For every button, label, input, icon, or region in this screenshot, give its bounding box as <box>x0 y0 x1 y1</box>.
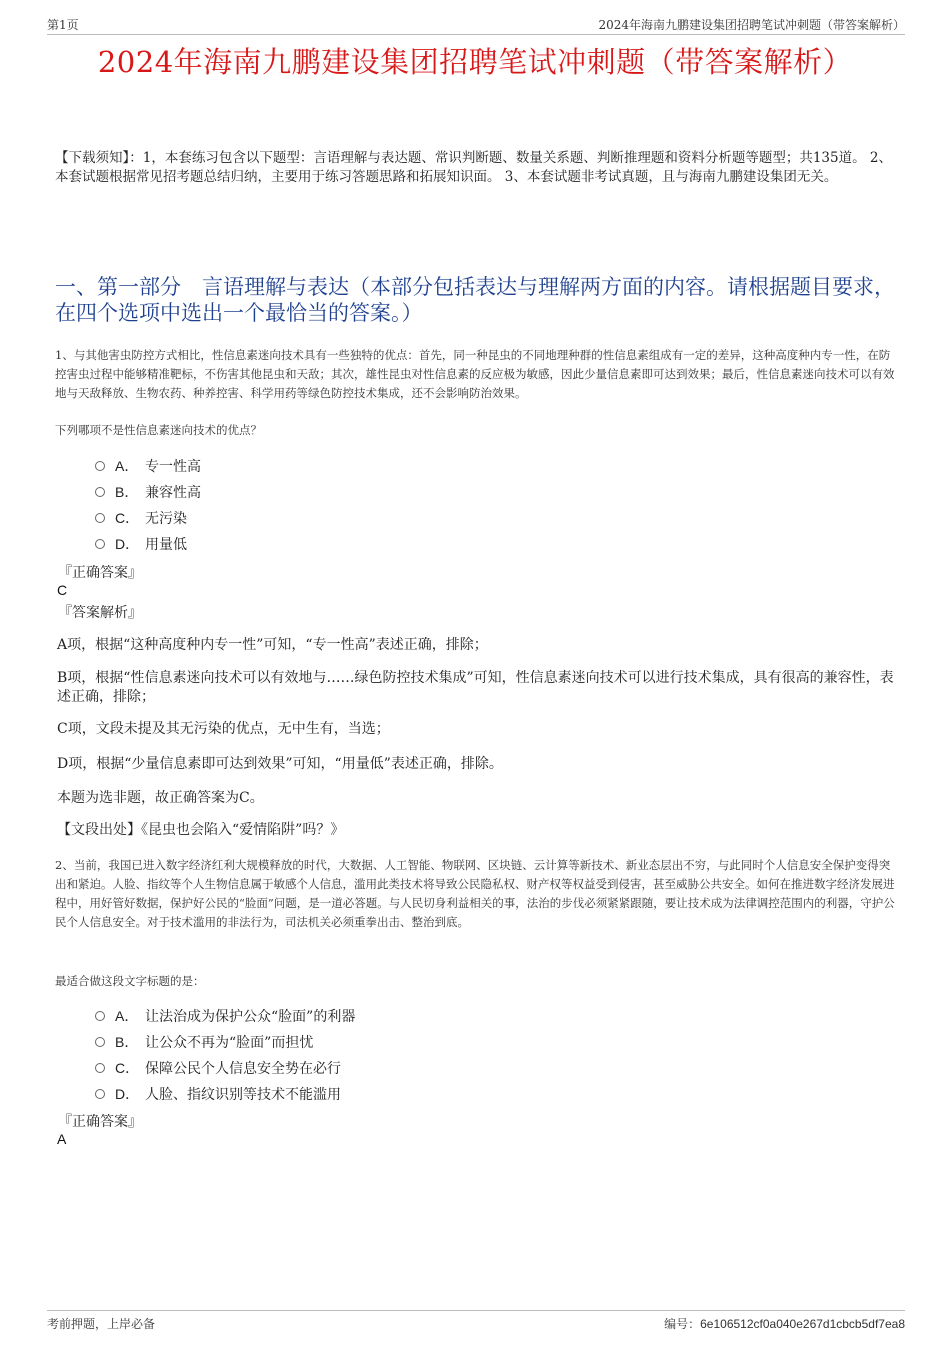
radio-icon[interactable] <box>95 1089 105 1099</box>
q1-analysis-line: B项，根据“性信息素迷向技术可以有效地与……绿色防控技术集成”可知，性信息素迷向技术可以进行技术集成，具有很高的兼容性，表述正确，排除； <box>57 670 894 705</box>
page-number: 第1页 <box>47 18 79 32</box>
header-doc-title: 2024年海南九鹏建设集团招聘笔试冲刺题（带答案解析） <box>598 18 905 32</box>
q1-answer: C <box>57 582 68 598</box>
q1-option-a[interactable]: A． 专一性高 <box>95 456 201 476</box>
q2-answer: A <box>57 1131 67 1147</box>
footer-slogan: 考前押题，上岸必备 <box>47 1317 156 1331</box>
radio-icon[interactable] <box>95 461 105 471</box>
q2-option-d[interactable]: D． 人脸、指纹识别等技术不能滥用 <box>95 1084 341 1104</box>
document-title: 2024年海南九鹏建设集团招聘笔试冲刺题（带答案解析） <box>97 45 853 79</box>
radio-icon[interactable] <box>95 487 105 497</box>
q2-option-c[interactable]: C． 保障公民个人信息安全势在必行 <box>95 1058 341 1078</box>
q1-analysis-line: A项，根据“这种高度种内专一性”可知，“专一性高”表述正确，排除； <box>57 637 488 653</box>
page-footer <box>47 1310 905 1333</box>
radio-icon[interactable] <box>95 1063 105 1073</box>
footer-code-value: 6e106512cf0a040e267d1cbcb5df7ea8 <box>700 1317 905 1331</box>
footer-code-label: 编号： <box>664 1317 701 1331</box>
q1-option-d[interactable]: D． 用量低 <box>95 534 187 554</box>
q1-option-b[interactable]: B． 兼容性高 <box>95 482 201 502</box>
footer-code <box>664 1315 905 1332</box>
q2-option-b[interactable]: B． 让公众不再为“脸面”而担忧 <box>95 1032 313 1052</box>
q1-stem: 下列哪项不是性信息素迷向技术的优点？ <box>55 423 262 437</box>
q1-answer-label: 『正确答案』 <box>58 565 142 581</box>
radio-icon[interactable] <box>95 539 105 549</box>
download-notice: 【下载须知】：1，本套练习包含以下题型：言语理解与表达题、常识判断题、数量关系题、判断推理题和资料分析题等题型；共135道。 2、本套试题根据常见招考题总结归纳，主要用于练习答题思路和拓展知识面。 3、本套试题非考试真题，且与海南九鹏建设集团无关。 <box>55 150 892 185</box>
q1-source: 【文段出处】《昆虫也会陷入“爱情陷阱”吗？》 <box>57 822 345 838</box>
q1-analysis-line: 本题为选非题，故正确答案为C。 <box>57 790 264 806</box>
radio-icon[interactable] <box>95 1011 105 1021</box>
q2-option-a[interactable]: A． 让法治成为保护公众“脸面”的利器 <box>95 1006 355 1026</box>
section-heading: 一、第一部分 言语理解与表达（本部分包括表达与理解两方面的内容。请根据题目要求，在四个选项中选出一个最恰当的答案。） <box>55 275 895 325</box>
page-header <box>47 14 905 35</box>
q1-passage: 1、与其他害虫防控方式相比，性信息素迷向技术具有一些独特的优点：首先，同一种昆虫的不同地理种群的性信息素组成有一定的差异，这种高度种内专一性，在防控害虫过程中能够精准靶标，不伤害其他昆虫和天敌；其次，雄性昆虫对性信息素的反应极为敏感，因此少量信息素即可达到效果；最后，性信息素迷向技术可以有效地与天敌释放、生物农药、种养控害、科学用药等绿色防控技术集成，还不会影响防治效果。 <box>55 348 895 400</box>
radio-icon[interactable] <box>95 1037 105 1047</box>
q1-option-c[interactable]: C． 无污染 <box>95 508 187 528</box>
q2-passage: 2、当前，我国已进入数字经济红利大规模释放的时代，大数据、人工智能、物联网、区块链、云计算等新技术、新业态层出不穷，与此同时个人信息安全保护变得突出和紧迫。人脸、指纹等个人生物信息属于敏感个人信息，滥用此类技术将导致公民隐私权、财产权等权益受到侵害，甚至威胁公共安全。如何在推进数字经济发展进程中，用好管好数据，保护好公民的“脸面”问题，是一道必答题。与人民切身利益相关的事，法治的步伐必须紧紧跟随，要让技术成为法律调控范围内的利器，守护公民个人信息安全。对于技术滥用的非法行为，司法机关必须重拳出击、整治到底。 <box>55 858 895 929</box>
q2-answer-label: 『正确答案』 <box>58 1114 142 1130</box>
q1-analysis-label: 『答案解析』 <box>58 605 142 621</box>
q1-analysis-line: C项，文段未提及其无污染的优点，无中生有，当选； <box>57 721 390 737</box>
q2-stem: 最适合做这段文字标题的是： <box>55 974 205 988</box>
q1-analysis-line: D项，根据“少量信息素即可达到效果”可知，“用量低”表述正确，排除。 <box>57 756 503 772</box>
radio-icon[interactable] <box>95 513 105 523</box>
